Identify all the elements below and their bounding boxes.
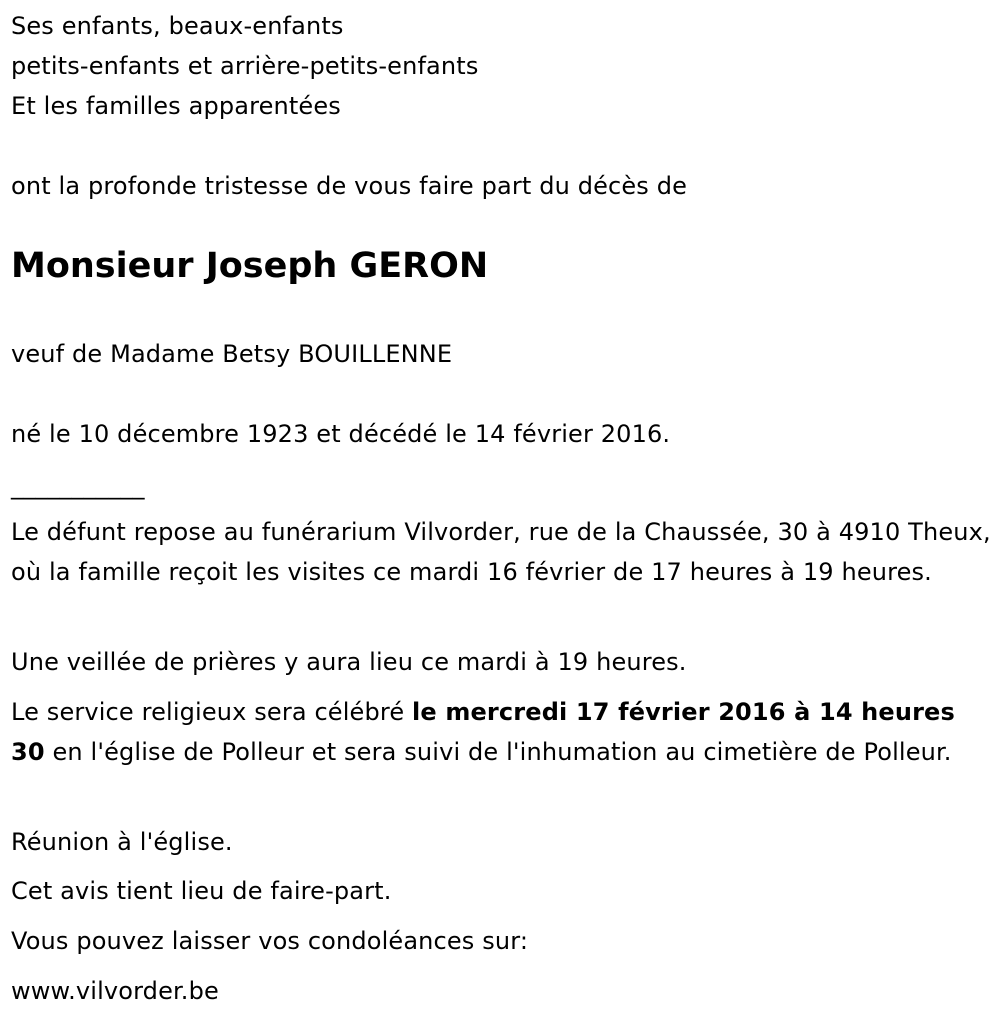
announcement-text: ont la profonde tristesse de vous faire part du décès de <box>11 172 688 200</box>
notice-paragraph: Cet avis tient lieu de faire-part. <box>11 877 392 905</box>
service-paragraph <box>11 692 996 772</box>
intro-line-grandchildren: petits-enfants et arrière-petits-enfants <box>11 52 479 80</box>
vigil-paragraph: Une veillée de prières y aura lieu ce mardi à 19 heures. <box>11 648 687 676</box>
birth-death-dates: né le 10 décembre 1923 et décédé le 14 février 2016. <box>11 420 671 448</box>
separator-line: ___________ <box>11 472 145 500</box>
rest-place-paragraph: Le défunt repose au funérarium Vilvorder, rue de la Chaussée, 30 à 4910 Theux, où la famille reçoit les visites ce mardi 16 février de 17 heures à 19 heures. <box>11 518 991 586</box>
intro-line-children: Ses enfants, beaux-enfants <box>11 12 344 40</box>
service-text-prefix: Le service religieux sera célébré <box>11 698 413 726</box>
spouse-text: veuf de Madame Betsy BOUILLENNE <box>11 340 453 368</box>
intro-line-families: Et les familles apparentées <box>11 92 341 120</box>
service-date-time: le mercredi 17 février 2016 à 14 heures 30 <box>11 698 955 766</box>
meeting-paragraph: Réunion à l'église. <box>11 828 233 856</box>
deceased-name: Monsieur Joseph GERON <box>11 246 489 286</box>
website-link[interactable]: www.vilvorder.be <box>11 977 219 1005</box>
condolences-paragraph: Vous pouvez laisser vos condoléances sur: <box>11 927 529 955</box>
service-text-suffix: en l'église de Polleur et sera suivi de l'inhumation au cimetière de Polleur. <box>44 738 952 766</box>
